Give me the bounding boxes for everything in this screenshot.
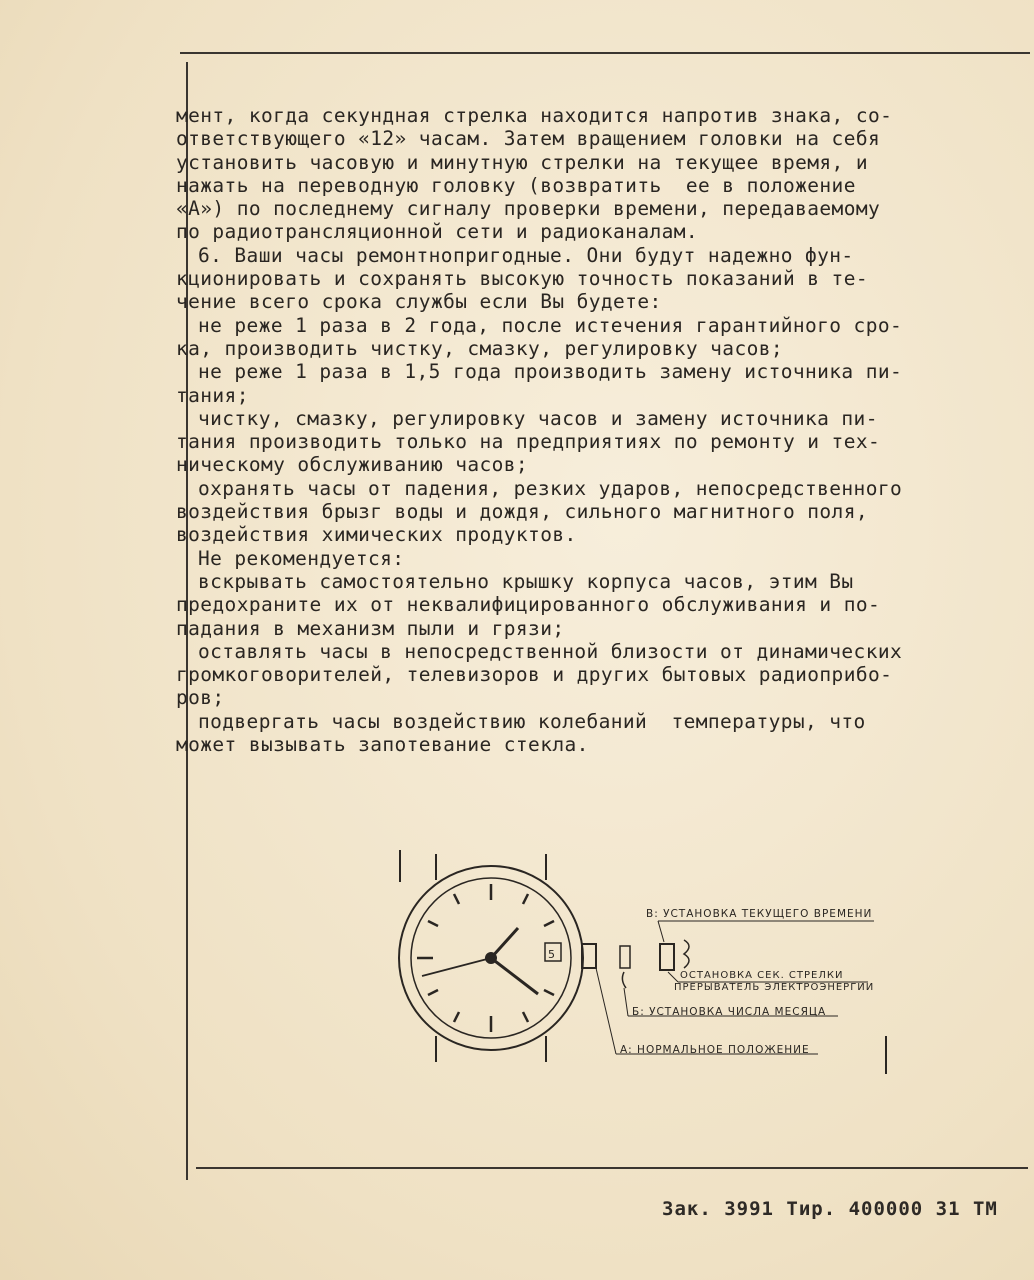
top-rule	[180, 52, 1030, 54]
text-line: воздействия химических продуктов.	[176, 523, 577, 547]
text-line: воздействия брызг воды и дождя, сильного магнитного поля,	[176, 500, 868, 524]
text-line: ров;	[176, 686, 225, 710]
label-set-date: Б: УСТАНОВКА ЧИСЛА МЕСЯЦА	[632, 1006, 827, 1018]
text-line: установить часовую и минутную стрелки на текущее время, и	[176, 150, 868, 174]
text-line: подвергать часы воздействию колебаний температуры, что	[198, 709, 866, 733]
watch-diagram-drawing	[398, 846, 898, 1076]
text-line: не реже 1 раза в 1,5 года производить замену источника пи-	[198, 360, 903, 384]
label-set-time: В: УСТАНОВКА ТЕКУЩЕГО ВРЕМЕНИ	[646, 908, 873, 920]
watch-crown-diagram	[398, 846, 898, 1076]
text-line: чистку, смазку, регулировку часов и замену источника пи-	[198, 406, 878, 430]
print-order-imprint: Зак. 3991 Тир. 400000 31 ТМ	[662, 1198, 998, 1220]
label-stop-seconds: ОСТАНОВКА СЕК. СТРЕЛКИ	[680, 970, 844, 981]
text-line: чение всего срока службы если Вы будете:	[176, 290, 662, 314]
text-line: не реже 1 раза в 2 года, после истечения гарантийного сро-	[198, 313, 903, 337]
text-line: Не рекомендуется:	[198, 546, 405, 570]
text-line: вскрывать самостоятельно крышку корпуса часов, этим Вы	[198, 569, 854, 593]
text-line: ка, производить чистку, смазку, регулировку часов;	[176, 336, 783, 360]
text-line: может вызывать запотевание стекла.	[176, 733, 589, 757]
text-line: тания;	[176, 383, 249, 407]
text-line: охранять часы от падения, резких ударов, непосредственного	[198, 476, 903, 500]
label-power-interrupter: ПРЕРЫВАТЕЛЬ ЭЛЕКТРОЭНЕРГИИ	[674, 982, 875, 993]
instruction-text	[176, 104, 1018, 756]
text-line: нажать на переводную головку (возвратить ее в положение	[176, 173, 856, 197]
date-window-value: 5	[548, 948, 555, 961]
label-normal-position: А: НОРМАЛЬНОЕ ПОЛОЖЕНИЕ	[620, 1044, 810, 1056]
text-line: предохраните их от неквалифицированного обслуживания и по-	[176, 593, 881, 617]
text-line: 6. Ваши часы ремонтнопригодные. Они будут надежно фун-	[198, 243, 854, 267]
text-line: ответствующего «12» часам. Затем вращением головки на себя	[176, 127, 881, 151]
text-line: по радиотрансляционной сети и радиоканалам.	[176, 220, 699, 244]
text-line: оставлять часы в непосредственной близости от динамических	[198, 639, 903, 663]
text-line: «А») по последнему сигналу проверки времени, передаваемому	[176, 197, 881, 221]
text-line: мент, когда секундная стрелка находится напротив знака, со-	[176, 104, 893, 127]
bottom-rule	[196, 1167, 1028, 1169]
text-line: ническому обслуживанию часов;	[176, 453, 529, 477]
text-line: громкоговорителей, телевизоров и других бытовых радиоприбо-	[176, 663, 893, 687]
text-line: кционировать и сохранять высокую точность показаний в те-	[176, 267, 868, 291]
text-line: тания производить только на предприятиях по ремонту и тех-	[176, 430, 881, 454]
text-line: падания в механизм пыли и грязи;	[176, 616, 565, 640]
